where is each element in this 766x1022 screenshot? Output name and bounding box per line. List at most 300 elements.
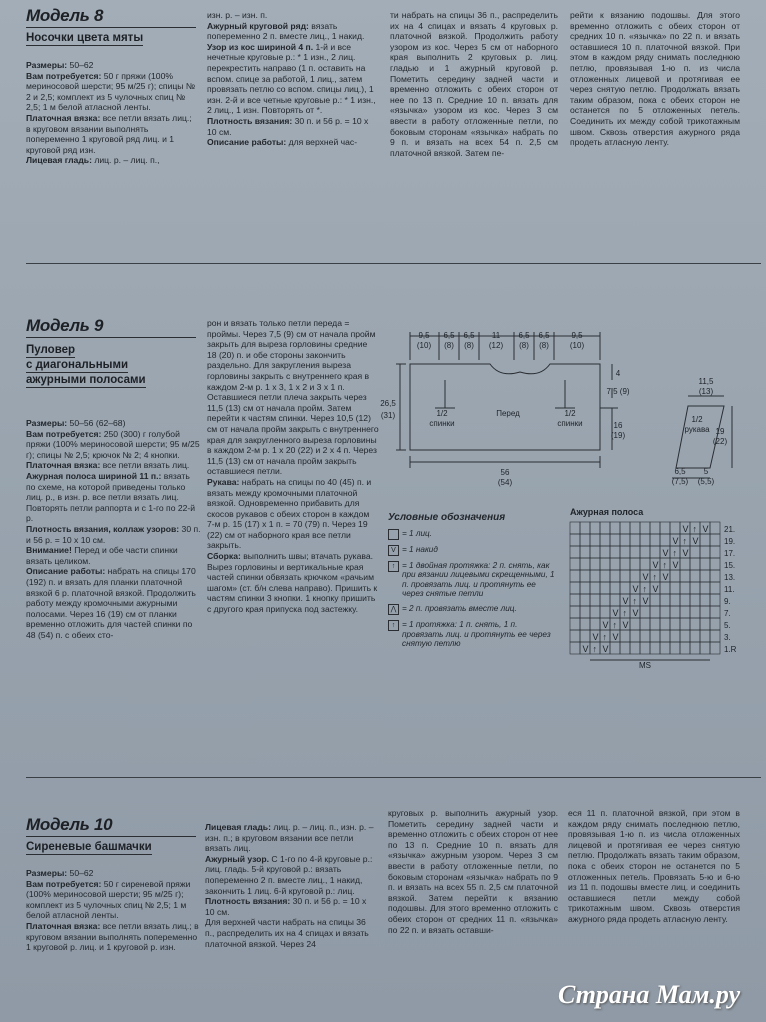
chart-cell: [600, 558, 610, 570]
chart-symbol: ↑: [662, 560, 667, 570]
site-watermark: Страна Мам.ру: [558, 980, 741, 1009]
dimension-label: (8): [444, 341, 454, 350]
paragraph-key: Рукава:: [207, 476, 240, 487]
chart-title: Ажурная полоса: [570, 507, 644, 517]
dimension-label: (8): [464, 341, 474, 350]
dimension-label: (10): [416, 341, 432, 350]
legend-text: = 2 п. провязать вместе лиц.: [402, 603, 517, 613]
paragraph: [26, 113, 198, 155]
chart-cell: [690, 594, 700, 606]
dimension-label: 9,5: [418, 331, 430, 340]
chart-cell: [590, 558, 600, 570]
chart-cell: [660, 642, 670, 654]
paragraph-text: С 1-го по 4-й круговые р.: лиц. гладь. 5-й круговой р.: вязать попеременно 2 п. вместе лиц., 1 накид, закончить 1 лиц. 6-й круговой р.: лиц.: [205, 853, 373, 896]
chart-cell: [630, 642, 640, 654]
dimension-label: 6,5: [518, 331, 530, 340]
chart-cell: [660, 606, 670, 618]
paragraph: [26, 71, 198, 113]
chart-row-label: 15.: [724, 561, 736, 570]
paragraph-text: 250 (300) г голубой пряжи (100% мериносовой шерсти; 95 м/25 г); спицы № 2,5; крючок № 2; 4 кнопки.: [26, 428, 200, 460]
paragraph-key: Лицевая гладь:: [26, 155, 92, 166]
chart-cell: [640, 558, 650, 570]
chart-row-label: 7.: [724, 609, 731, 618]
paragraph-key: Описание работы:: [207, 137, 287, 148]
chart-cell: [710, 618, 720, 630]
chart-cell: [580, 618, 590, 630]
chart-cell: [680, 606, 690, 618]
chart-cell: [610, 522, 620, 534]
chart-cell: [600, 606, 610, 618]
chart-symbol: V: [622, 620, 629, 630]
chart-cell: [570, 582, 580, 594]
chart-cell: [670, 582, 680, 594]
chart-cell: [690, 570, 700, 582]
chart-cell: [710, 630, 720, 642]
chart-cell: [700, 594, 710, 606]
chart-cell: [700, 570, 710, 582]
chart-cell: [610, 534, 620, 546]
chart-symbol: V: [602, 620, 609, 630]
chart-symbol: V: [652, 560, 659, 570]
legend-item: [388, 545, 556, 556]
paragraph-key: Вам потребуется:: [26, 878, 102, 889]
chart-cell: [610, 594, 620, 606]
chart-cell: [680, 594, 690, 606]
chart-cell: [570, 546, 580, 558]
title-line: ажурными полосами: [26, 374, 146, 386]
chart-cell: [710, 534, 720, 546]
chart-symbol: V: [642, 596, 649, 606]
legend-item: [388, 604, 556, 615]
chart-symbol: V: [642, 572, 649, 582]
paragraph: [207, 21, 377, 42]
chart-cell: [640, 534, 650, 546]
chart-symbol: ↑: [652, 572, 657, 582]
paragraph-key: Плотность вязания:: [205, 896, 291, 907]
chart-cell: [690, 606, 700, 618]
paragraph: [26, 545, 201, 566]
chart-symbol: V: [662, 548, 669, 558]
chart-cell: [650, 618, 660, 630]
chart-cell: [620, 570, 630, 582]
chart-row-label: 3.: [724, 633, 731, 642]
paragraph-key: Платочная вязка:: [26, 112, 101, 123]
paragraph-key: Размеры:: [26, 60, 68, 70]
model-9-heading: Модель 9: [26, 316, 104, 335]
legend-item: [388, 620, 556, 649]
legend-item: [388, 529, 556, 540]
chart-cell: [580, 534, 590, 546]
paragraph: [207, 318, 379, 477]
chart-row-label: 5.: [724, 621, 731, 630]
paragraph-text: вязать попеременно 2 п. вместе лиц., 1 накид.: [207, 20, 365, 42]
chart-symbol: ↑: [692, 524, 697, 534]
svg-text:(31): (31): [380, 411, 396, 420]
model-8-col4: рейти к вязанию подошвы. Для этого временно отложить с обеих сторон от средних 10 п. «язычка» по 22 п. и вязать оставшиеся 10 п. платочной вязкой. При этом в каждом ряду снимать последнюю петлю, провязывая 1-ю п. из числа отложенных лицевой и протягивая ее через снятую петлю. Продолжать вязать таким образом, пока с обеих сторон не останется по 5 отложенных петель. Соединить их между собой трикотажным швом. Сквозь отверстия ажурного ряда продеть атласную ленту.: [570, 10, 740, 148]
paragraph: [205, 896, 377, 917]
svg-text:11,5: 11,5: [698, 377, 714, 386]
chart-cell: [710, 570, 720, 582]
chart-cell: [610, 558, 620, 570]
model-10-col3: круговых р. выполнить ажурный узор. Пометить середину задней части и временно отложить с обеих сторон от нее по 13 п. Средние 10 п. вязать для «язычка» ажурным узором. Через 3 см ввести в работу отложенные петли, по боковым сторонам «язычка» набрать по 9 п. и вязать на всех 55 п. 2,5 см платочной вязкой. Затем перейти к вязанию подошвы. Для этого временно отложить с обеих сторон от средних 11 п. «язычка» по 22 п. и вязать оставши-: [388, 808, 558, 935]
chart-cell: [600, 594, 610, 606]
chart-cell: [630, 570, 640, 582]
chart-cell: [700, 618, 710, 630]
dimension-label: 6,5: [463, 331, 475, 340]
model-10-heading: Модель 10: [26, 815, 113, 834]
paragraph: [26, 155, 198, 166]
model-9-col1: [26, 418, 201, 640]
chart-cell: [580, 546, 590, 558]
svg-text:1/2: 1/2: [564, 409, 576, 418]
chart-cell: [570, 630, 580, 642]
chart-symbol: V: [612, 608, 619, 618]
legend-symbol-icon: V: [388, 545, 399, 556]
legend-text: = 1 накид: [402, 544, 438, 554]
chart-symbol: V: [612, 632, 619, 642]
chart-cell: [680, 582, 690, 594]
chart-cell: [640, 618, 650, 630]
paragraph-text: 50 г сиреневой пряжи (100% мериносовой шерсти; 95 м/25 г); комплект из 5 чулочных спиц № 2,5; 1 м белой атласной ленты.: [26, 878, 191, 921]
chart-symbol: V: [662, 572, 669, 582]
svg-text:Перед: Перед: [496, 409, 520, 418]
chart-symbol: V: [592, 632, 599, 642]
chart-cell: [650, 522, 660, 534]
chart-row-label: 1.R: [724, 645, 737, 654]
chart-ms-label: MS: [639, 661, 651, 670]
chart-cell: [670, 618, 680, 630]
chart-row-label: 13.: [724, 573, 736, 582]
svg-text:(19): (19): [610, 431, 626, 440]
paragraph-text: 50–56 (62–68): [67, 418, 126, 428]
chart-row-label: 19.: [724, 537, 736, 546]
chart-cell: [690, 546, 700, 558]
chart-cell: [670, 606, 680, 618]
chart-cell: [570, 522, 580, 534]
paragraph-text: вязать по схеме, на которой приведены только лиц. р., в изн. р. все петли вязать лиц. Повторять петли раппорта и с 1-го по 22-й р.: [26, 470, 196, 524]
chart-cell: [700, 642, 710, 654]
chart-symbol: V: [632, 584, 639, 594]
chart-symbol: V: [582, 644, 589, 654]
paragraph: [26, 429, 201, 461]
dimension-label: (10): [569, 341, 585, 350]
model-10-col4: еся 11 п. платочной вязкой, при этом в каждом ряду снимать последнюю петлю, провязывая 1-ю п. из числа отложенных лицевой и протягивая ее через снятую петлю. Продолжать вязать таким образом, пока с обеих сторон не останется по 5 отложенных петель. Провязать 5-ю и 6-ю из 11 п. подошвы вместе лиц. и соединить оставшиеся петли между собой трикотажным швом. Сквозь отверстия ажурного ряда продеть атласную ленту.: [568, 808, 740, 924]
paragraph-key: Описание работы:: [26, 566, 106, 577]
chart-cell: [690, 618, 700, 630]
paragraph: [26, 868, 201, 879]
chart-cell: [590, 582, 600, 594]
paragraph-text: все петли вязать лиц.; в круговом вязании выполнять попеременно 1 круговой ряд лиц. и 1 круговой ряд изн.: [26, 112, 192, 155]
chart-cell: [690, 630, 700, 642]
dimension-label: (8): [539, 341, 549, 350]
paragraph-text: рон и вязать только петли переда = проймы. Через 7,5 (9) см от начала пройм закрыть для выреза горловины средние 18 (20) п. и обе стороны закончить раздельно. Для закругления выреза горловины закрыть с внутреннего края в каждом 2-м р. 1 х 3, 1 х 2 и 3 х 1 п. Оставшиеся петли плеча закрыть через 11,5 (13) см от начала пройм. Затем перейти к частям спинки. Через 10,5 (12) см от начала пройм закрыть с внутреннего края для закругленного выреза горловины в каждом 2-м р. 1 х 20 (22) и 2 х 4 п. Через 11,5 (13) см от начала пройм закрыть оставшиеся петли.: [207, 318, 379, 477]
chart-cell: [620, 546, 630, 558]
chart-cell: [590, 594, 600, 606]
paragraph-text: 30 п. и 56 р. = 10 х 10 см.: [205, 896, 367, 917]
chart-symbol: ↑: [632, 596, 637, 606]
legend-symbol-icon: ⋀: [388, 604, 399, 615]
paragraph-key: Внимание!: [26, 545, 72, 556]
dimension-label: 9,5: [571, 331, 583, 340]
legend-item: [388, 561, 556, 599]
chart-cell: [590, 534, 600, 546]
chart-cell: [620, 558, 630, 570]
paragraph: [26, 418, 201, 429]
paragraph: [207, 551, 379, 615]
chart-cell: [570, 606, 580, 618]
chart-symbol: ↑: [602, 632, 607, 642]
chart-cell: [580, 570, 590, 582]
chart-cell: [710, 642, 720, 654]
chart-cell: [570, 570, 580, 582]
pullover-schematic: [380, 328, 730, 498]
model-8-title: Носочки цвета мяты: [26, 32, 144, 44]
chart-cell: [650, 630, 660, 642]
chart-cell: [630, 534, 640, 546]
chart-cell: [700, 630, 710, 642]
chart-cell: [620, 630, 630, 642]
legend-text: = 1 протяжка: 1 п. снять, 1 п. провязать лиц. и протянуть ее через снятую петлю: [402, 619, 551, 649]
model-8-col2: [207, 10, 377, 148]
title-line: Пуловер: [26, 344, 76, 356]
paragraph-text: 50–62: [67, 60, 94, 70]
paragraph-key: Узор из кос шириной 4 п.: [207, 41, 314, 52]
chart-symbol: V: [602, 644, 609, 654]
chart-cell: [650, 606, 660, 618]
paragraph-text: Перед и обе части спинки вязать целиком.: [26, 545, 178, 566]
chart-cell: [580, 522, 590, 534]
paragraph-key: Ажурный узор.: [205, 853, 270, 864]
dimension-label: 6,5: [443, 331, 455, 340]
legend-text: = 1 лиц.: [402, 528, 433, 538]
paragraph: [26, 460, 201, 471]
paragraph-text: набрать на спицы 170 (192) п. и вязать для планки платочной вязкой 6 р. платочной вязкой. Продолжить работу между кромочными ажурными полосами. Через 16 (19) см от планки временно отложить для частей спинки по 48 (54) п. с обеих сто-: [26, 566, 196, 640]
chart-cell: [620, 534, 630, 546]
svg-text:16: 16: [613, 421, 623, 430]
paragraph-text: набрать на спицы по 40 (45) п. и вязать между кромочными платочной вязкой. Одновременно прибавить для скосов рукавов с обеих сторон в каждом 7-м р. 15 (17) х 1 п. = 70 (79) п. Через 19 (22) см от наборного края все петли закрыть.: [207, 476, 372, 551]
chart-cell: [700, 558, 710, 570]
dimension-label: (12): [488, 341, 504, 350]
chart-symbol: V: [682, 524, 689, 534]
chart-cell: [590, 618, 600, 630]
svg-text:1/2: 1/2: [436, 409, 448, 418]
paragraph: [207, 42, 377, 116]
paragraph-key: Плотность вязания:: [207, 115, 293, 126]
chart-cell: [680, 618, 690, 630]
paragraph: [207, 116, 377, 137]
title-line: с диагональными: [26, 359, 129, 371]
chart-row-label: 11.: [724, 585, 735, 594]
chart-cell: [590, 546, 600, 558]
chart-symbol: V: [692, 536, 699, 546]
chart-cell: [660, 582, 670, 594]
chart-cell: [570, 594, 580, 606]
paragraph: [207, 477, 379, 551]
chart-cell: [660, 618, 670, 630]
svg-text:(54): (54): [497, 478, 513, 487]
paragraph-text: 50 г пряжи (100% мериносовой шерсти; 95 м/25 г); спицы № 2 и 2,5; комплект из 5 чулочных спиц № 2,5; 1 м белой атласной ленты.: [26, 70, 196, 113]
chart-cell: [570, 558, 580, 570]
svg-text:спинки: спинки: [557, 419, 583, 428]
chart-cell: [700, 546, 710, 558]
chart-cell: [620, 522, 630, 534]
chart-cell: [680, 558, 690, 570]
paragraph-key: Размеры:: [26, 418, 68, 428]
chart-cell: [570, 642, 580, 654]
dimension-label: 6,5: [538, 331, 550, 340]
chart-cell: [580, 582, 590, 594]
chart-cell: [580, 558, 590, 570]
model-9-rule: [26, 337, 196, 338]
paragraph-text: 50–62: [67, 868, 94, 878]
svg-text:(22): (22): [712, 437, 728, 446]
chart-cell: [680, 570, 690, 582]
paragraph-text: изн. р. – изн. п.: [207, 10, 268, 20]
svg-text:спинки: спинки: [429, 419, 455, 428]
model-9-col2: [207, 318, 379, 615]
section-divider-2: [26, 777, 761, 778]
paragraph-key: Вам потребуется:: [26, 428, 102, 439]
legend-symbol-icon: ↑: [388, 620, 399, 631]
chart-cell: [610, 582, 620, 594]
paragraph-text: 30 п. и 56 р. = 10 х 10 см.: [26, 523, 201, 545]
paragraph: [207, 137, 377, 148]
paragraph: [26, 524, 201, 545]
chart-symbol: ↑: [622, 608, 627, 618]
chart-cell: [670, 630, 680, 642]
model-10-col2: [205, 822, 377, 949]
paragraph-text: все петли вязать лиц.; в круговом вязании выполнять попеременно 1 круговой р. лиц. и 1 круговой р. изн.: [26, 920, 199, 953]
dimension-label: 11: [491, 331, 501, 340]
chart-cell: [680, 630, 690, 642]
chart-cell: [650, 594, 660, 606]
svg-text:(13): (13): [698, 387, 714, 396]
paragraph: [205, 917, 377, 949]
paragraph-key: Плотность вязания, коллаж узоров:: [26, 523, 180, 534]
chart-cell: [700, 534, 710, 546]
paragraph-key: Платочная вязка:: [26, 460, 101, 471]
chart-cell: [600, 546, 610, 558]
chart-symbol: V: [672, 560, 679, 570]
chart-cell: [630, 558, 640, 570]
svg-text:1/2: 1/2: [691, 415, 703, 424]
chart-cell: [630, 618, 640, 630]
chart-cell: [590, 606, 600, 618]
svg-text:рукава: рукава: [684, 425, 710, 434]
paragraph-text: лиц. р. – лиц. п., изн. р. – изн. п.; в круговом вязании все петли вязать лиц.: [205, 822, 374, 854]
chart-cell: [710, 606, 720, 618]
paragraph-text: 1-й и все нечетные круговые р.: * 1 изн., 2 лиц. перекрестить направо (1 п. оставить на вспом. спице за работой, 1 лиц., затем провязать петлю со вспом. спицы лиц.), 1 изн. 2-й и все четные круговые р.: * 1 изн., 2 лиц., 1 изн. Повторять от *.: [207, 41, 376, 116]
svg-text:56: 56: [500, 468, 510, 477]
paragraph: [26, 566, 201, 640]
chart-row-label: 17.: [724, 549, 736, 558]
paragraph-key: Лицевая гладь:: [205, 822, 271, 832]
paragraph-key: Платочная вязка:: [26, 920, 101, 931]
chart-cell: [630, 522, 640, 534]
dimension-label: (7,5): [671, 477, 689, 486]
chart-cell: [640, 642, 650, 654]
chart-cell: [630, 546, 640, 558]
chart-cell: [690, 558, 700, 570]
paragraph: [205, 822, 377, 854]
paragraph: [26, 60, 198, 71]
paragraph-text: Для верхней части набрать на спицы 36 п., распределить их на 4 спицах и вязать платочной вязкой. Через 24: [205, 917, 369, 949]
legend-symbol-icon: ↑: [388, 561, 399, 572]
chart-cell: [620, 582, 630, 594]
chart-symbol: V: [702, 524, 709, 534]
chart-cell: [710, 522, 720, 534]
chart-cell: [710, 546, 720, 558]
paragraph-key: Размеры:: [26, 868, 68, 878]
model-9-title: [26, 343, 201, 388]
chart-symbol: V: [672, 536, 679, 546]
chart-symbol: V: [632, 608, 639, 618]
chart-symbol: ↑: [592, 644, 597, 654]
model-8-heading: Модель 8: [26, 6, 104, 25]
legend-text: = 1 двойная протяжка: 2 п. снять, как при вязании лицевыми скрещенными, 1 п. провязать лиц. и протянуть ее через снятые петли: [402, 560, 555, 599]
chart-cell: [710, 558, 720, 570]
chart-cell: [640, 606, 650, 618]
model-8-col3: ти набрать на спицы 36 п., распределить их на 4 спицах и вязать 4 круговых р. платочной вязкой. Продолжить работу узором из кос. Через 5 см от наборного края выполнить 2 круговых р. лиц. гладью и 1 ажурный круговой р. Пометить середину задней части и временно отложить с обеих сторон от нее по 13 п. Средние 10 п. вязать для «язычка» узором из кос. Через 3 см ввести в работу отложенные петли, по боковым сторонам «язычка» набрать по 9 п. и вязать на всех 54 п. 2,5 см платочной вязкой. Затем пе-: [390, 10, 558, 158]
paragraph: [207, 10, 377, 21]
model-8-col1: [26, 60, 198, 166]
chart-cell: [610, 546, 620, 558]
chart-cell: [590, 522, 600, 534]
chart-cell: [620, 642, 630, 654]
chart-cell: [580, 594, 590, 606]
chart-cell: [660, 534, 670, 546]
legend: [388, 513, 556, 654]
dimension-label: (5,5): [697, 477, 715, 486]
chart-symbol: V: [652, 584, 659, 594]
chart-cell: [650, 534, 660, 546]
chart-cell: [710, 594, 720, 606]
svg-text:7,5 (9): 7,5 (9): [606, 387, 630, 396]
paragraph-text: все петли вязать лиц.: [100, 460, 190, 471]
chart-cell: [600, 522, 610, 534]
svg-text:4: 4: [615, 369, 621, 378]
model-10-col1: [26, 868, 201, 953]
chart-cell: [670, 594, 680, 606]
chart-cell: [650, 546, 660, 558]
chart-symbol: ↑: [682, 536, 687, 546]
chart-cell: [690, 582, 700, 594]
paragraph: [26, 879, 201, 921]
model-10-title: Сиреневые башмачки: [26, 841, 152, 853]
chart-cell: [580, 606, 590, 618]
chart-cell: [700, 606, 710, 618]
chart-cell: [670, 522, 680, 534]
chart-symbol: ↑: [642, 584, 647, 594]
chart-cell: [710, 582, 720, 594]
paragraph-key: Ажурный круговой ряд:: [207, 20, 309, 31]
chart-row-label: 9.: [724, 597, 731, 606]
svg-text:26,5: 26,5: [380, 399, 396, 408]
paragraph-text: 30 п. и 56 р. = 10 х 10 см.: [207, 115, 369, 137]
chart-cell: [700, 582, 710, 594]
section-divider-1: [26, 263, 761, 264]
dimension-label: (8): [519, 341, 529, 350]
legend-symbol-icon: [388, 529, 399, 540]
chart-cell: [640, 546, 650, 558]
chart-cell: [600, 534, 610, 546]
model-8-rule: [26, 27, 196, 28]
paragraph-key: Вам потребуется:: [26, 70, 102, 81]
chart-row-label: 21.: [724, 525, 736, 534]
dimension-label: 5: [703, 467, 709, 476]
paragraph-text: лиц. р. – лиц. п.,: [91, 155, 160, 166]
chart-cell: [660, 630, 670, 642]
